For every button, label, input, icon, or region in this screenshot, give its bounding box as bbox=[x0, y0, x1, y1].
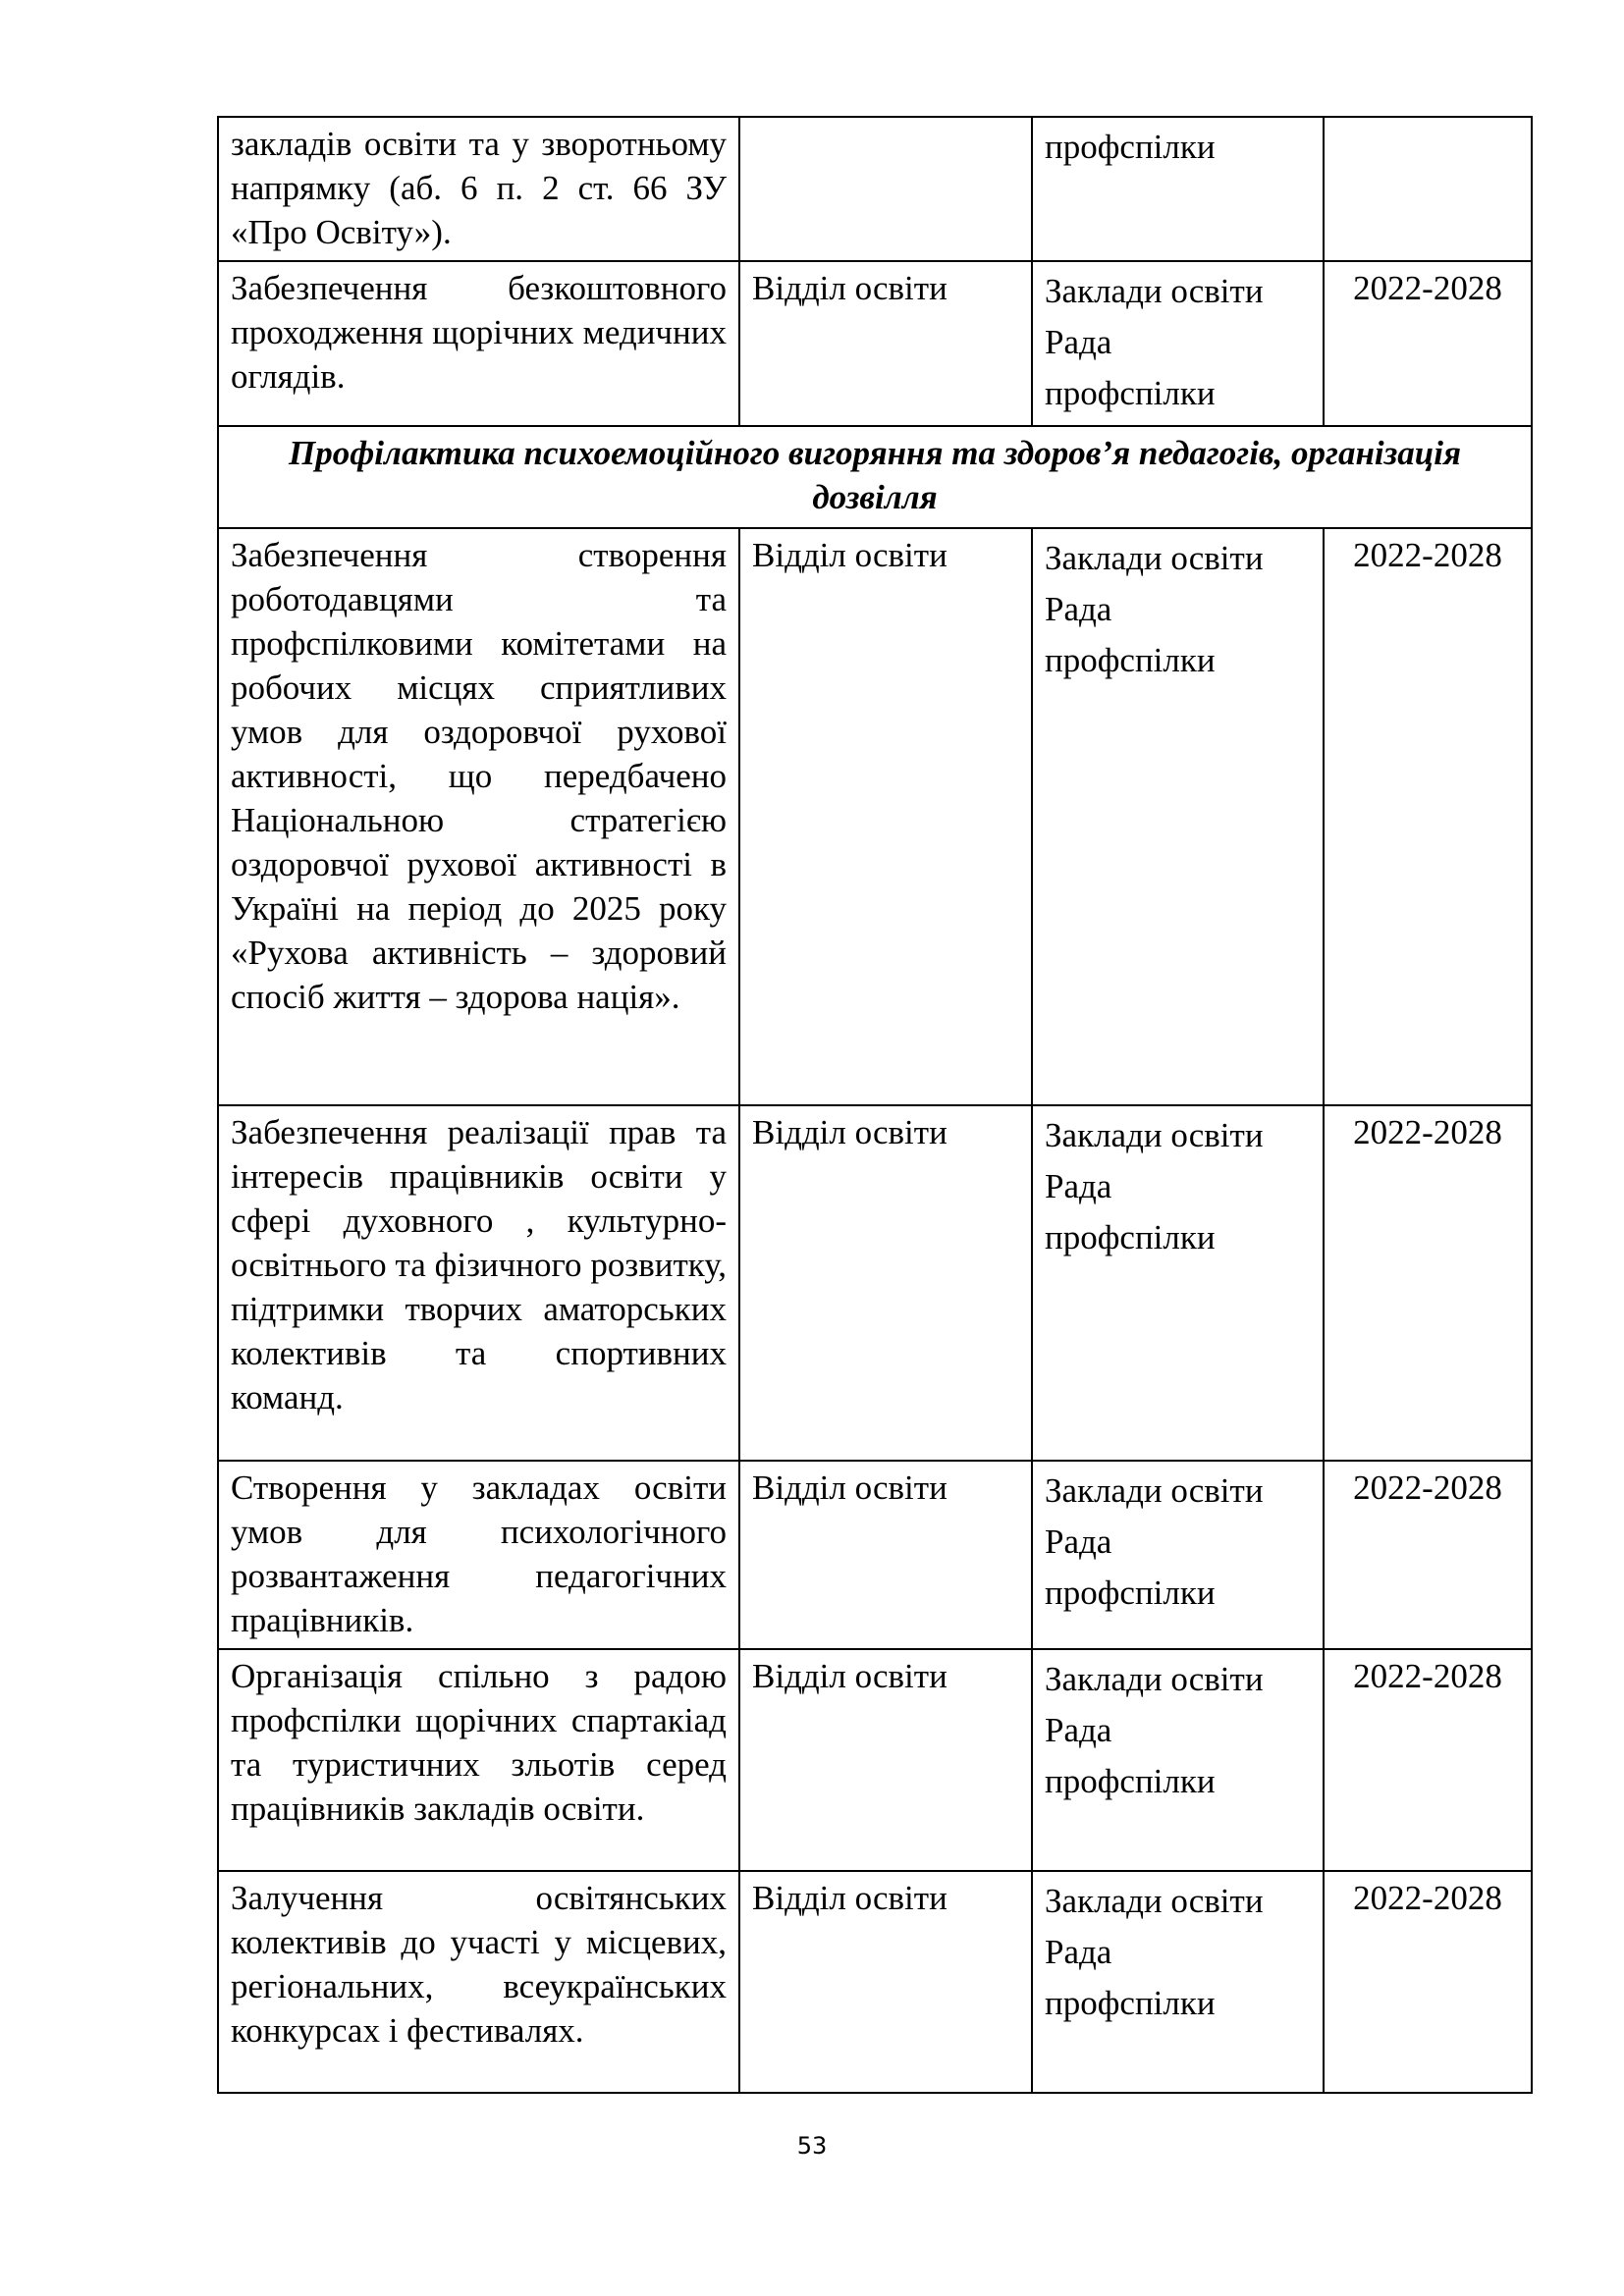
section-heading-row bbox=[218, 426, 1532, 528]
measure-cell: Забезпечення безкоштовного проходження щорічних медичних оглядів. bbox=[218, 261, 739, 426]
table-row bbox=[218, 1871, 1532, 2093]
measures-table bbox=[217, 116, 1533, 2094]
partner-line: профспілки bbox=[1045, 128, 1216, 166]
section-title: Профілактика психоемоційного вигоряння та здоров’я педагогів, організація дозвілля bbox=[218, 426, 1532, 528]
partner-line: Рада bbox=[1045, 590, 1112, 628]
partner-line: профспілки bbox=[1045, 1762, 1216, 1800]
responsible-cell: Відділ освіти bbox=[739, 261, 1032, 426]
measure-cell: Створення у закладах освіти умов для психологічного розвантаження педагогічних працівників. bbox=[218, 1461, 739, 1649]
page-number: 53 bbox=[796, 2132, 828, 2160]
table-row bbox=[218, 1461, 1532, 1649]
responsible-cell: Відділ освіти bbox=[739, 528, 1032, 1105]
table-row bbox=[218, 261, 1532, 426]
term-cell: 2022-2028 bbox=[1324, 1649, 1532, 1871]
table-row bbox=[218, 117, 1532, 261]
partner-line: Заклади освіти bbox=[1045, 1116, 1264, 1154]
responsible-cell: Відділ освіти bbox=[739, 1649, 1032, 1871]
partner-line: профспілки bbox=[1045, 1984, 1216, 2022]
partners-cell bbox=[1032, 1871, 1324, 2093]
partner-line: профспілки bbox=[1045, 374, 1216, 412]
partner-line: Заклади освіти bbox=[1045, 1660, 1264, 1698]
partners-cell bbox=[1032, 117, 1324, 261]
partners-cell bbox=[1032, 261, 1324, 426]
responsible-cell: Відділ освіти bbox=[739, 1105, 1032, 1461]
responsible-cell bbox=[739, 117, 1032, 261]
term-cell bbox=[1324, 117, 1532, 261]
term-cell: 2022-2028 bbox=[1324, 1461, 1532, 1649]
table-row bbox=[218, 528, 1532, 1105]
measure-cell: Забезпечення реалізації прав та інтересів працівників освіти у сфері духовного , культурно-освітнього та фізичного розвитку, підтримки творчих аматорських колективів та спортивних команд. bbox=[218, 1105, 739, 1461]
partners-cell bbox=[1032, 1461, 1324, 1649]
partner-line: Рада bbox=[1045, 1522, 1112, 1561]
responsible-cell: Відділ освіти bbox=[739, 1461, 1032, 1649]
partner-line: Заклади освіти bbox=[1045, 539, 1264, 577]
measures-table-body bbox=[218, 117, 1532, 2093]
partner-line: Рада bbox=[1045, 1933, 1112, 1971]
term-cell: 2022-2028 bbox=[1324, 1105, 1532, 1461]
partner-line: Рада bbox=[1045, 1167, 1112, 1205]
term-cell: 2022-2028 bbox=[1324, 261, 1532, 426]
partner-line: Заклади освіти bbox=[1045, 1882, 1264, 1920]
table-row bbox=[218, 1105, 1532, 1461]
term-cell: 2022-2028 bbox=[1324, 1871, 1532, 2093]
partner-line: Заклади освіти bbox=[1045, 1471, 1264, 1510]
measure-cell: закладів освіти та у зворотньому напрямку (аб. 6 п. 2 ст. 66 ЗУ «Про Освіту»). bbox=[218, 117, 739, 261]
partner-line: Рада bbox=[1045, 1711, 1112, 1749]
measure-cell: Залучення освітянських колективів до участі у місцевих, регіональних, всеукраїнських конкурсах і фестивалях. bbox=[218, 1871, 739, 2093]
partner-line: профспілки bbox=[1045, 1218, 1216, 1256]
measure-cell: Забезпечення створення роботодавцями та профспілковими комітетами на робочих місцях сприятливих умов для оздоровчої рухової активності, що передбачено Національною стратегією оздоровчої рухової активності в Україні на період до 2025 року «Рухова активність – здоровий спосіб життя – здорова нація». bbox=[218, 528, 739, 1105]
partner-line: Рада bbox=[1045, 323, 1112, 361]
responsible-cell: Відділ освіти bbox=[739, 1871, 1032, 2093]
measure-cell: Організація спільно з радою профспілки щорічних спартакіад та туристичних зльотів серед працівників закладів освіти. bbox=[218, 1649, 739, 1871]
partners-cell bbox=[1032, 1649, 1324, 1871]
table-row bbox=[218, 1649, 1532, 1871]
partners-cell bbox=[1032, 1105, 1324, 1461]
partner-line: профспілки bbox=[1045, 1574, 1216, 1612]
partner-line: профспілки bbox=[1045, 641, 1216, 679]
term-cell: 2022-2028 bbox=[1324, 528, 1532, 1105]
partner-line: Заклади освіти bbox=[1045, 272, 1264, 310]
partners-cell bbox=[1032, 528, 1324, 1105]
